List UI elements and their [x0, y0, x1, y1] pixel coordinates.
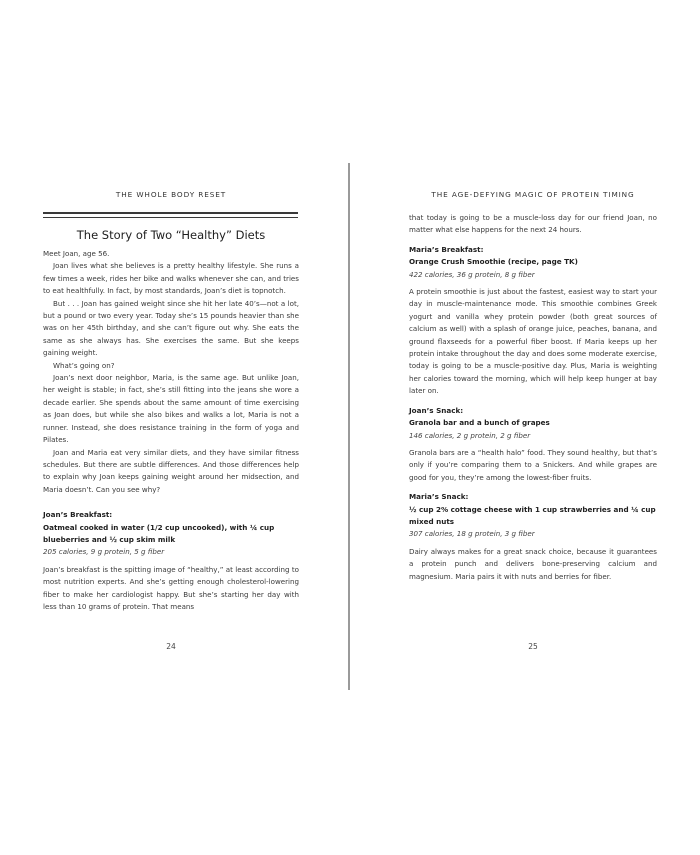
paragraph: Meet Joan, age 56.	[43, 249, 110, 258]
nutrition-stats: 422 calories, 36 g protein, 8 g fiber	[409, 269, 535, 279]
nutrition-stats: 205 calories, 9 g protein, 5 g fiber	[43, 547, 165, 557]
meal-section	[43, 509, 299, 613]
paragraph: Dairy always makes for a great snack choice, because it guarantees a protein punch and delivers bone-preserving calcium and magnesium. Maria pairs it with nuts and berries for fiber.	[409, 546, 657, 581]
paragraph: that today is going to be a muscle-loss day for our friend Joan, no matter what else happens for the next 24 hours.	[409, 213, 657, 235]
meal-description: Oatmeal cooked in water (1/2 cup uncooked), with ¼ cup blueberries and ½ cup skim milk	[43, 522, 275, 544]
nutrition-stats: 307 calories, 18 g protein, 3 g fiber	[409, 529, 535, 539]
running-head: THE WHOLE BODY RESET	[115, 190, 227, 199]
paragraph: Joan’s next door neighbor, Maria, is the same age. But unlike Joan, her weight is stable; in fact, she’s still fitting into the jeans she wore a decade earlier. She spends about the same amount of time exercising as Joan does, but while she also bikes and walks a lot, Maria is not a runner. Instead, she does resistance training in the form of yoga and Pilates.	[43, 373, 299, 445]
paragraph: What’s going on?	[53, 360, 115, 370]
page-number: 24	[166, 642, 176, 651]
paragraph: Joan and Maria eat very similar diets, and they have similar fitness schedules. But there are subtle differences. And those differences help to explain why Joan keeps gaining weight around her midsection, and Maria doesn’t. Can you see why?	[43, 447, 299, 494]
right-body	[409, 212, 657, 583]
meal-section	[409, 244, 657, 398]
meal-section	[409, 491, 657, 583]
paragraph: Granola bars are a “health halo” food. They sound healthy, but that’s only if you’re comparing them to a Snickers. And while grapes are good for you, they’re among the lowest-fiber fruits.	[409, 447, 657, 482]
section-heading: Maria’s Snack:	[409, 492, 469, 502]
page-number: 25	[528, 642, 538, 651]
paragraph: But . . . Joan has gained weight since she hit her late 40’s—not a lot, but a pound or two every year. Today she’s 15 pounds heavier than she was on her 45th birthday, and she can’t figure out why. She eats the same as she always has. She exercises the same. But she keeps gaining weight.	[43, 298, 299, 358]
running-head: THE AGE-DEFYING MAGIC OF PROTEIN TIMING	[431, 190, 635, 199]
meal-description: Granola bar and a bunch of grapes	[409, 418, 550, 428]
section-heading: Maria’s Breakfast:	[409, 244, 484, 254]
left-body	[43, 248, 299, 613]
chapter-title: The Story of Two “Healthy” Diets	[76, 228, 266, 242]
meal-description: ½ cup 2% cottage cheese with 1 cup strawberries and ¼ cup mixed nuts	[409, 504, 656, 526]
gutter-divider	[348, 163, 350, 690]
nutrition-stats: 146 calories, 2 g protein, 2 g fiber	[409, 430, 531, 440]
meal-description: Orange Crush Smoothie (recipe, page TK)	[409, 257, 578, 267]
meal-section	[409, 405, 657, 484]
header-rule	[43, 212, 298, 218]
paragraph: A protein smoothie is just about the fastest, easiest way to start your day in muscle-maintenance mode. This smoothie combines Greek yogurt and vanilla whey protein powder (both great sources of calcium as well) with a splash of orange juice, peaches, banana, and ground flaxseeds for a powerful fiber boost. If Maria keeps up her protein intake throughout the day and does some moderate exercise, today is going to be a muscle-positive day. Plus, Maria is weighting her calories toward the morning, which will help keep hunger at bay later on.	[409, 287, 657, 396]
section-heading: Joan’s Snack:	[409, 405, 464, 415]
paragraph: Joan lives what she believes is a pretty healthy lifestyle. She runs a few times a week, rides her bike and walks whenever she can, and tries to eat healthfully. In fact, by most standards, Joan’s diet is topnotch.	[43, 261, 299, 296]
paragraph: Joan’s breakfast is the spitting image of “healthy,” at least according to most nutrition experts. And she’s getting enough cholesterol-lowering fiber to make her cardiologist happy. But she’s starting her day with less than 10 grams of protein. That means	[43, 564, 299, 611]
section-heading: Joan’s Breakfast:	[43, 510, 113, 520]
